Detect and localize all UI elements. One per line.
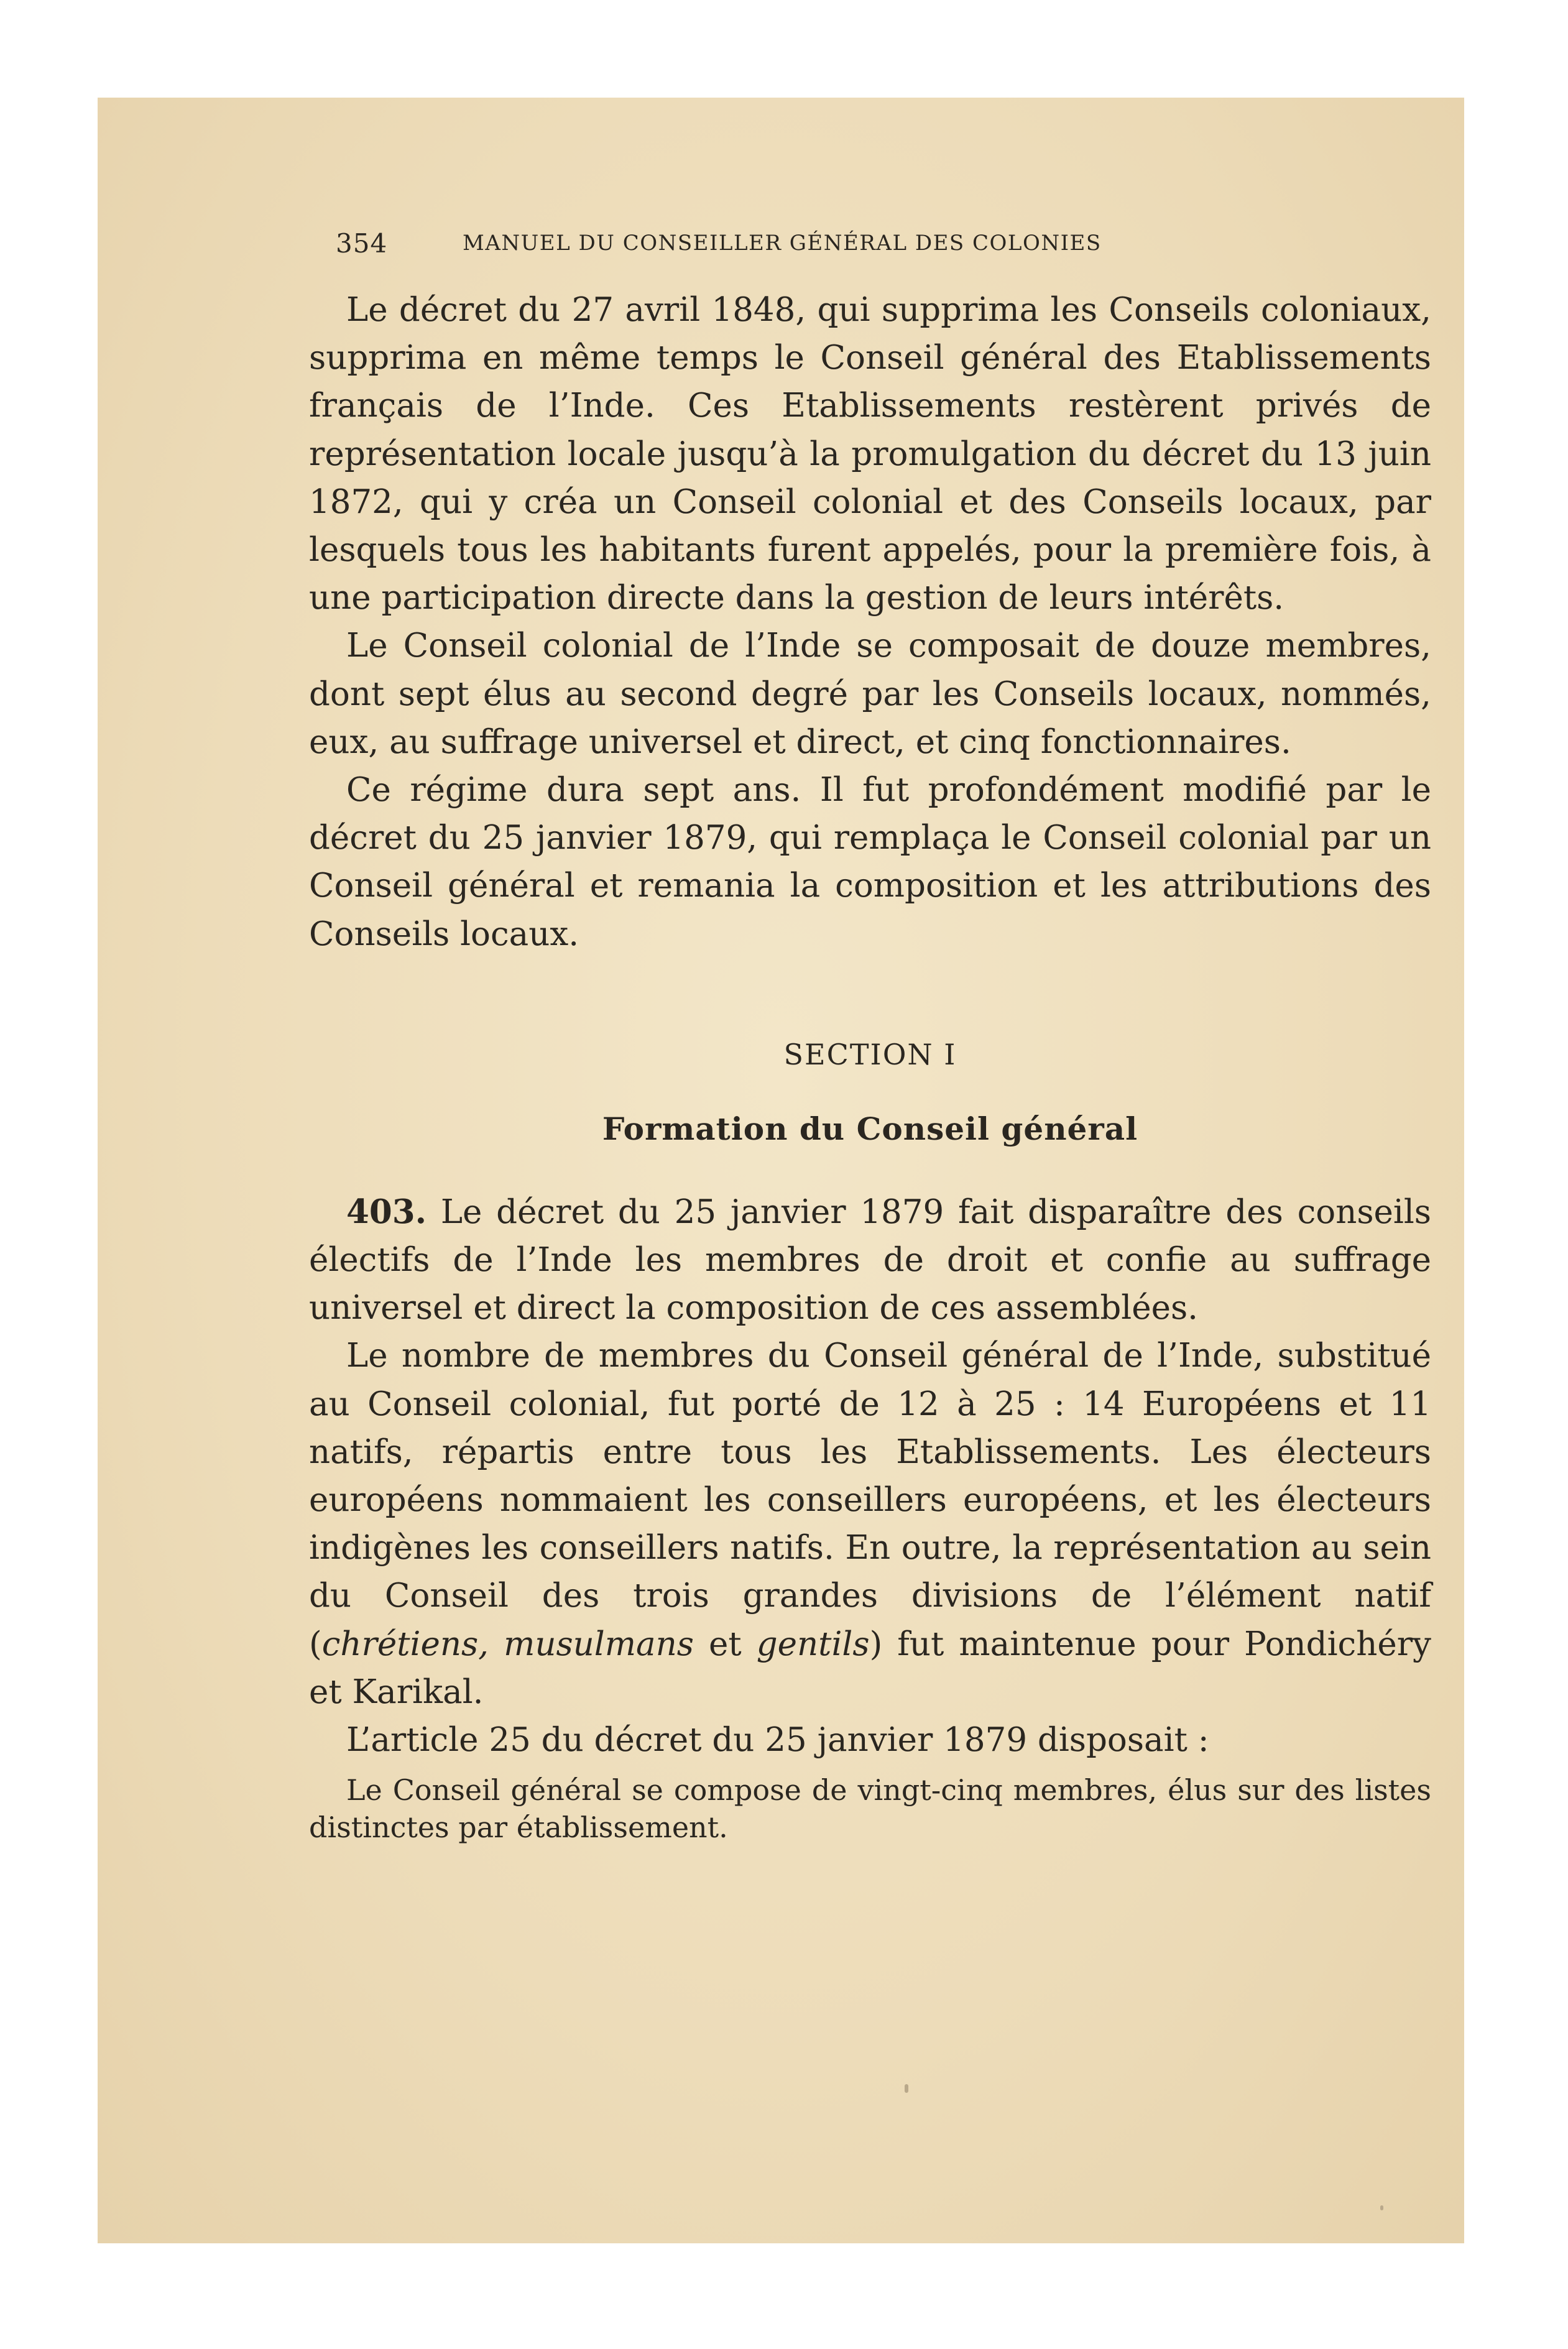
section-label: SECTION I xyxy=(783,1037,957,1071)
members-italic-2: gentils xyxy=(756,1625,870,1663)
paper-speck xyxy=(1380,2205,1383,2210)
members-text-end: ) fut maintenue pour Pondichéry et Karikal. xyxy=(309,1625,1431,1711)
section-title: Formation du Conseil général xyxy=(602,1110,1138,1147)
members-text-start: Le nombre de membres du Conseil général de l’Inde, substitué au Conseil colonial, fut porté de 12 à 25 : 14 Européens et 11 natifs, répartis entre tous les Etablissements. Les électeurs européens nommaient les conseillers européens, et les électeurs indigènes les conseillers natifs. En outre, la représentation au sein du Conseil des trois grandes divisions de l’élément natif ( xyxy=(309,1337,1431,1663)
quoted-article: Le Conseil général se compose de vingt-cinq membres, élus sur des listes distinctes par établissement. xyxy=(309,1773,1431,1845)
article-403-text: Le décret du 25 janvier 1879 fait disparaître des conseils électifs de l’Inde les membres de droit et confie au suffrage universel et direct la composition de ces assemblées. xyxy=(309,1193,1431,1327)
body-text xyxy=(309,286,1431,1846)
article-403 xyxy=(309,1188,1431,1332)
running-head xyxy=(336,228,1306,265)
running-title: MANUEL DU CONSEILLER GÉNÉRAL DES COLONIES xyxy=(463,231,1102,256)
paragraph-1: Le décret du 27 avril 1848, qui supprima les Conseils coloniaux, supprima en même temps le Conseil général des Etablissements français de l’Inde. Ces Etablissements restèrent privés de représentation locale jusqu’à la promulgation du décret du 13 juin 1872, qui y créa un Conseil colonial et des Conseils locaux, par lesquels tous les habitants furent appelés, pour la première fois, à une participation directe dans la gestion de leurs intérêts. xyxy=(309,291,1431,617)
paragraph-3: Ce régime dura sept ans. Il fut profondément modifié par le décret du 25 janvier 1879, qui remplaça le Conseil colonial par un Conseil général et remania la composition et les attributions des Conseils locaux. xyxy=(309,771,1431,953)
page-number: 354 xyxy=(336,228,388,259)
paragraph-2: Le Conseil colonial de l’Inde se composait de douze membres, dont sept élus au second degré par les Conseils locaux, nommés, eux, au suffrage universel et direct, et cinq fonctionnaires. xyxy=(309,627,1431,761)
paragraph-members xyxy=(309,1332,1431,1716)
members-text-between: et xyxy=(693,1625,757,1663)
members-italic-1: chrétiens, musulmans xyxy=(321,1625,694,1663)
section-spacer xyxy=(309,1151,1431,1188)
article-number: 403. xyxy=(346,1192,427,1231)
paper-speck xyxy=(905,2084,908,2093)
book-page xyxy=(98,98,1464,2243)
paragraph-article-25: L’article 25 du décret du 25 janvier 1879 disposait : xyxy=(346,1721,1209,1760)
